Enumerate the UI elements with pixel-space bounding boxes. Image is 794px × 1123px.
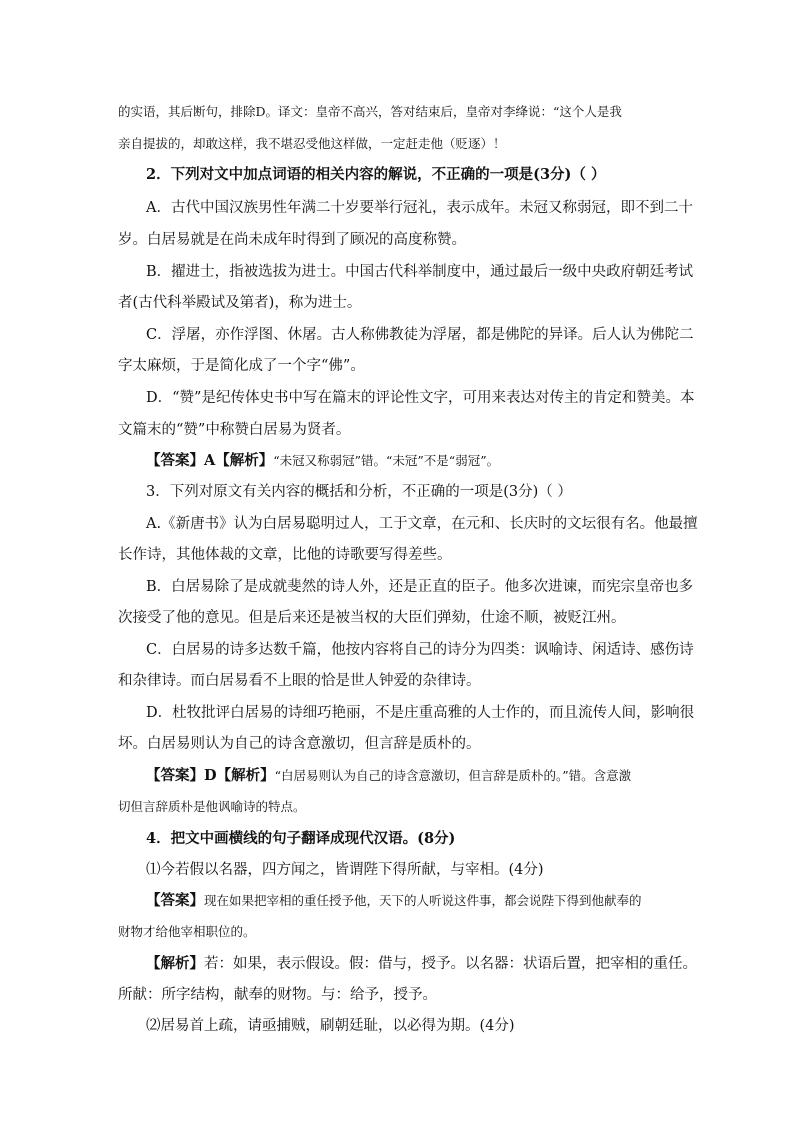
q4-analysis-text-1: 若：如果，表示假设。假：借与，授予。以名器：状语后置，把宰相的重任。 — [204, 956, 697, 972]
q2-answer-label: 【答案】A【解析】 — [146, 452, 274, 469]
q2-option-b-line2: 者(古代科举殿试及第者)，称为进士。 — [118, 295, 362, 311]
answer1-line1: 的实语，其后断句，排除D。译文：皇帝不高兴，答对结束后，皇帝对李绛说：“这个人是我 — [118, 104, 622, 119]
q2-option-c-line2: 字太麻烦，于是简化成了一个字“佛”。 — [118, 358, 365, 374]
q2-option-a-line2: 岁。白居易就是在尚未成年时得到了顾况的高度称赞。 — [118, 232, 466, 248]
q3-option-d-line1: D．杜牧批评白居易的诗细巧艳丽，不是庄重高雅的人士作的，而且流传人间，影响很 — [146, 705, 695, 721]
q4-answer-label: 【答案】 — [146, 892, 204, 909]
answer1-line2: 亲自提拔的，却敢这样，我不堪忍受他这样做，一定赶走他（贬逐）！ — [118, 136, 506, 151]
q2-answer — [146, 451, 499, 471]
q2-option-a-line1: A．古代中国汉族男性年满二十岁要举行冠礼，表示成年。未冠又称弱冠，即不到二十 — [146, 200, 693, 216]
q2-option-d-line1: D．“赞”是纪传体史书中写在篇末的评论性文字，可用来表达对传主的肯定和赞美。本 — [146, 390, 695, 406]
q3-option-c-line2: 和杂律诗。而白居易看不上眼的恰是世人钟爱的杂律诗。 — [118, 673, 481, 689]
q2-option-c-line1: C．浮屠，亦作浮图、休屠。古人称佛教徒为浮屠，都是佛陀的异译。后人认为佛陀二 — [146, 327, 694, 343]
q3-option-c-line1: C．白居易的诗多达数千篇，他按内容将自己的诗分为四类：讽喻诗、闲适诗、感伤诗 — [146, 642, 694, 658]
q4-analysis-text-2: 所献：所字结构，献奉的财物。与：给予，授予。 — [118, 987, 437, 1003]
q2-option-b-line1: B．擢进士，指被选拔为进士。中国古代科举制度中，通过最后一级中央政府朝廷考试 — [146, 264, 694, 280]
q3-answer-text-2: 切但言辞质朴是他讽喻诗的特点。 — [118, 799, 306, 814]
q4-answer — [146, 891, 642, 911]
q4-answer-text-2: 财物才给他宰相职位的。 — [118, 924, 256, 939]
q3-option-d-line2: 坏。白居易则认为自己的诗含意激切，但言辞是质朴的。 — [118, 736, 481, 752]
q2-answer-text: “未冠又称弱冠”错。“未冠”不是“弱冠”。 — [273, 453, 500, 468]
q3-option-a-line2: 长作诗，其他体裁的文章，比他的诗歌要写得差些。 — [118, 547, 452, 563]
q4-analysis — [146, 954, 697, 974]
q3-option-a-line1: A.《新唐书》认为白居易聪明过人，工于文章，在元和、长庆时的文坛很有名。他最擅 — [146, 516, 698, 532]
q4-sentence-2: ⑵居易首上疏，请亟捕贼，刷朝廷耻，以必得为期。(4分) — [146, 1018, 515, 1034]
q2-option-d-line2: 文篇末的“赞”中称赞白居易为贤者。 — [118, 422, 351, 438]
q3-stem: 3．下列对原文有关内容的概括和分析，不正确的一项是(3分)（ ） — [146, 484, 572, 500]
q4-sentence-1: ⑴今若假以名器，四方闻之，皆谓陛下得所献，与宰相。(4分) — [146, 862, 544, 878]
q3-answer-text-1: “白居易则认为自己的诗含意激切，但言辞是质朴的。”错。含意激 — [274, 768, 632, 783]
q4-answer-text-1: 现在如果把宰相的重任授予他，天下的人听说这件事，都会说陛下得到他献奉的 — [204, 893, 642, 908]
q3-option-b-line2: 次接受了他的意见。但是后来还是被当权的大臣们弹劾，仕途不顺，被贬江州。 — [118, 610, 626, 626]
q3-answer — [146, 766, 631, 786]
q4-stem: 4．把文中画横线的句子翻译成现代汉语。(8分) — [146, 830, 456, 847]
q3-option-b-line1: B．白居易除了是成就斐然的诗人外，还是正直的臣子。他多次进谏，而宪宗皇帝也多 — [146, 579, 694, 595]
q4-analysis-label: 【解析】 — [146, 955, 204, 972]
q2-stem: 2．下列对文中加点词语的相关内容的解说，不正确的一项是(3分)（ ） — [146, 166, 606, 183]
q3-answer-label: 【答案】D【解析】 — [146, 767, 275, 784]
